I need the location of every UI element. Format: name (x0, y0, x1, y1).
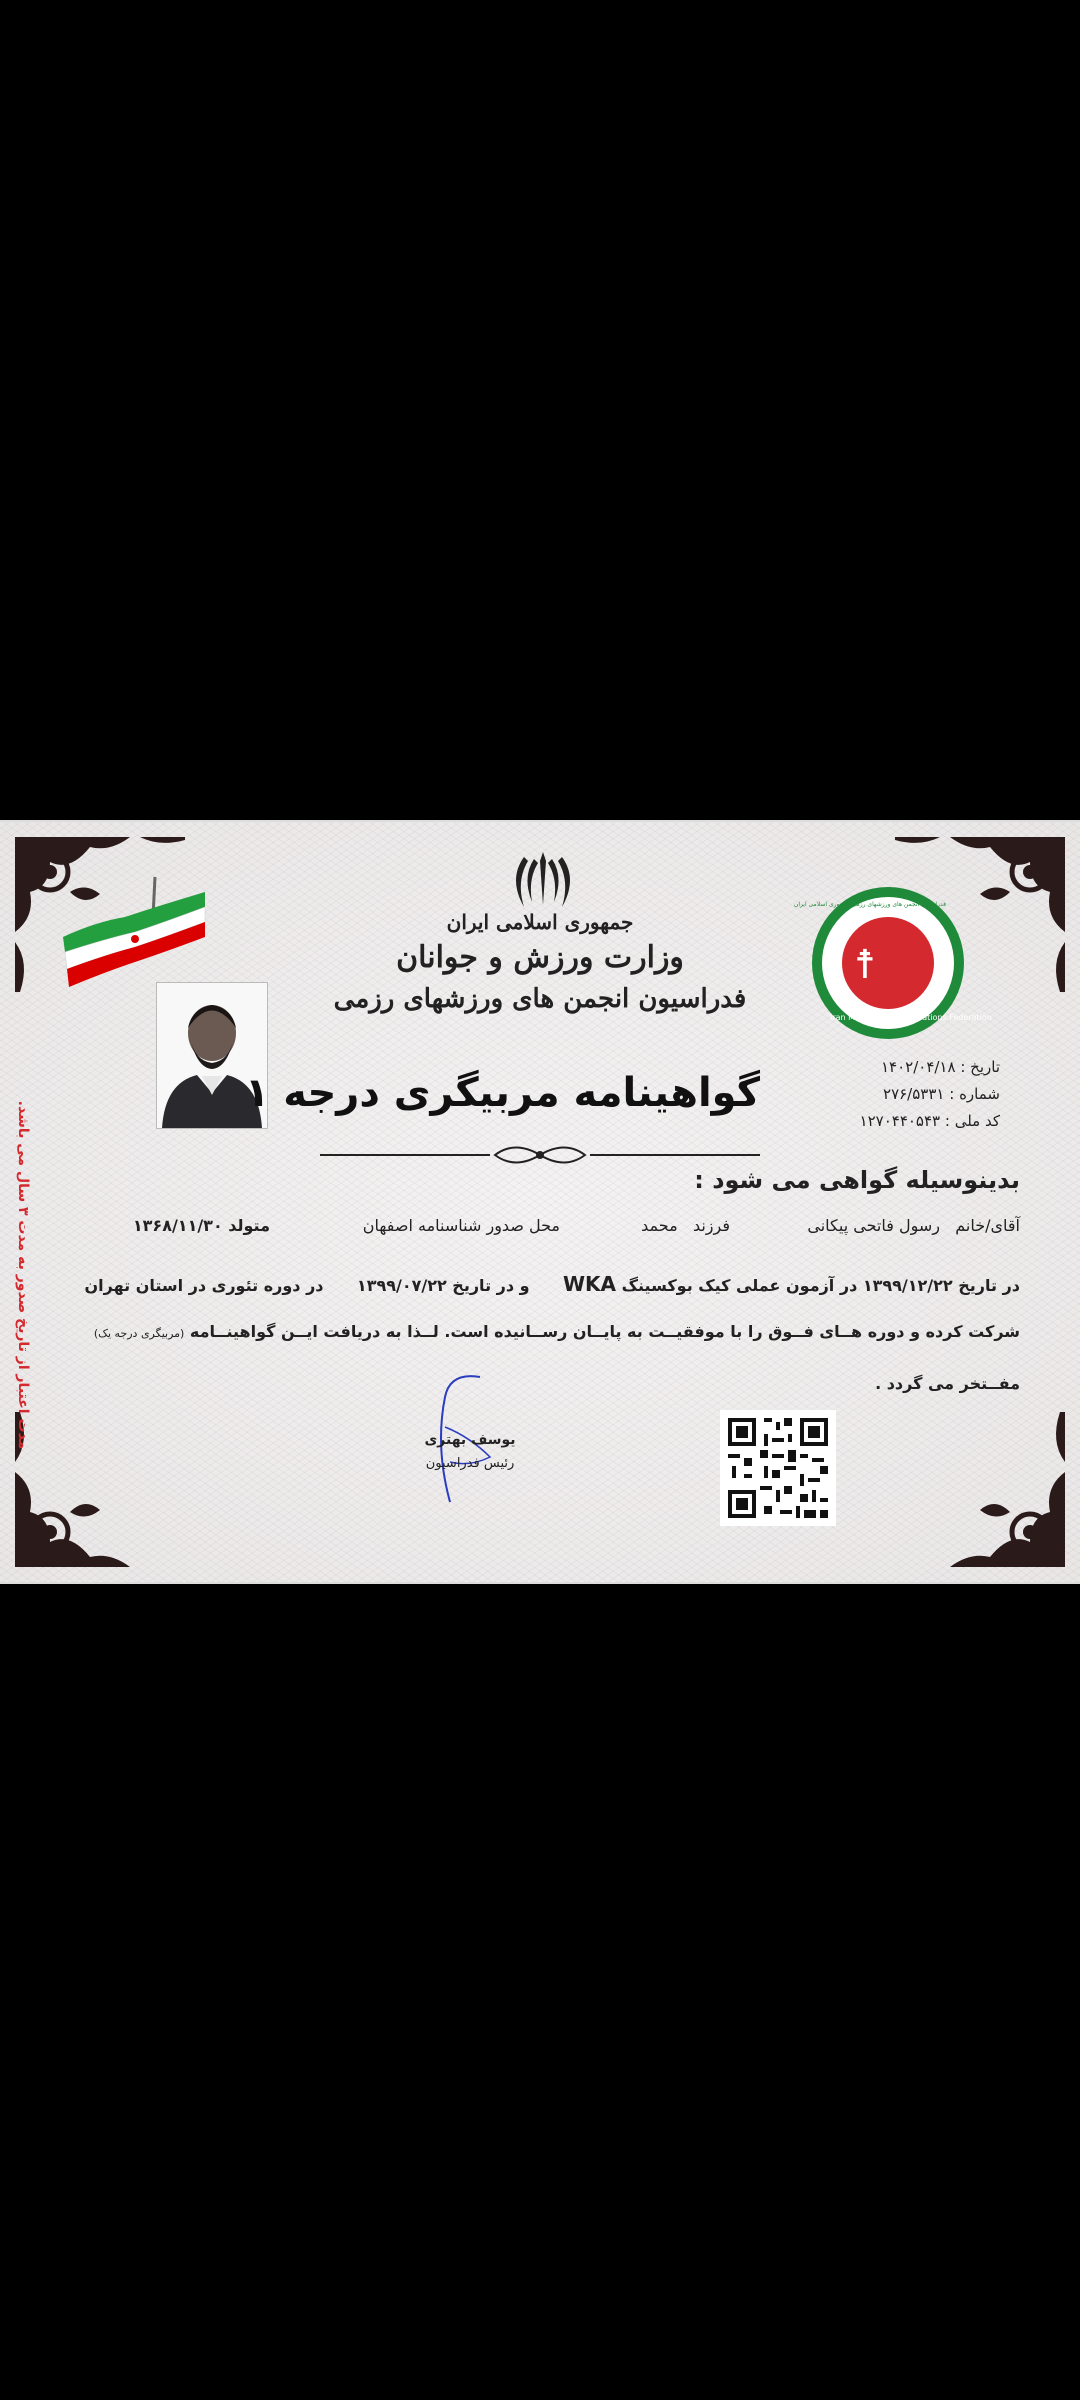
logo-inner-text: فدراسیون انجمن های ورزشهای رزمی جمهوری اسلامی ایران (793, 901, 946, 908)
validity-note: مدت اعتبار از تاریخ صدور به مدت ۳ سال می باشد. (15, 1100, 31, 1450)
child-of-label: فرزند (692, 1216, 730, 1235)
person-name-row (807, 1216, 1020, 1235)
logo-glyph-icon: ☨ (854, 942, 876, 988)
certificate-title: گواهینامه مربیگری درجه ۱ (244, 1070, 760, 1116)
certificate (0, 820, 1080, 1584)
body-line4: مفــتخر می گردد . (875, 1374, 1020, 1393)
person-name: رسول فاتحی پیکانی (807, 1216, 940, 1235)
corner-ornament-bottom-right (880, 1382, 1070, 1572)
certify-text: بدینوسیله گواهی می شود : (694, 1166, 1020, 1194)
birth-date: متولد ۱۳۶۸/۱۱/۳۰ (132, 1216, 270, 1235)
father-row (560, 1216, 730, 1235)
logo-text: Iran Martial Arts Associations Federation (830, 1013, 992, 1022)
federation-logo (793, 887, 992, 1039)
signature-role: رئیس فدراسیون (425, 1456, 515, 1471)
iran-flag-icon (55, 877, 215, 997)
father-name: محمد (641, 1216, 678, 1235)
person-prefix: آقای/خانم (955, 1216, 1020, 1235)
meta-date (830, 1058, 1000, 1076)
issue-place: محل صدور شناسنامه اصفهان (362, 1216, 560, 1235)
national-id-value: ۱۲۷۰۴۴۰۵۴۳ (859, 1112, 941, 1130)
corner-ornament-bottom-left (10, 1382, 200, 1572)
date-value: ۱۴۰۲/۰۴/۱۸ (880, 1058, 956, 1076)
header-line1: جمهوری اسلامی ایران (446, 910, 634, 934)
meta-number (830, 1085, 1000, 1103)
practical-exam-text: در تاریخ ۱۳۹۹/۱۲/۲۲ در آزمون عملی کیک بوکسینگ (621, 1276, 1020, 1295)
header-line2: وزارت ورزش و جوانان (396, 940, 684, 975)
number-value: ۲۷۶/۵۳۳۱ (883, 1085, 945, 1103)
wka-text: WKA (563, 1272, 617, 1296)
grade-small-text: (مربیگری درجه یک) (93, 1327, 185, 1340)
signature-name: یوسف بهتری (424, 1432, 516, 1448)
meta-national-id (800, 1112, 1000, 1130)
completion-text: شرکت کرده و دوره هــای فــوق را با موفقیــت به پایــان رســانیده است. لــذا به دریافت ایــن گواهینــامه (189, 1322, 1020, 1341)
qr-code (720, 1410, 836, 1526)
side-note-wrapper (8, 1052, 38, 1512)
body-line3 (93, 1322, 1020, 1341)
national-id-label: کد ملی : (944, 1112, 1000, 1130)
date-label: تاریخ : (960, 1058, 1000, 1076)
qr-code-icon (720, 1410, 836, 1526)
number-label: شماره : (949, 1085, 1000, 1103)
theory-date-text: و در تاریخ ۱۳۹۹/۰۷/۲۲ (356, 1276, 530, 1295)
header-line3: فدراسیون انجمن های ورزشهای رزمی (333, 984, 747, 1014)
theory-course-text: در دوره تئوری در استان تهران (84, 1276, 324, 1295)
body-line2 (84, 1272, 1020, 1296)
iran-emblem-icon (508, 847, 578, 912)
